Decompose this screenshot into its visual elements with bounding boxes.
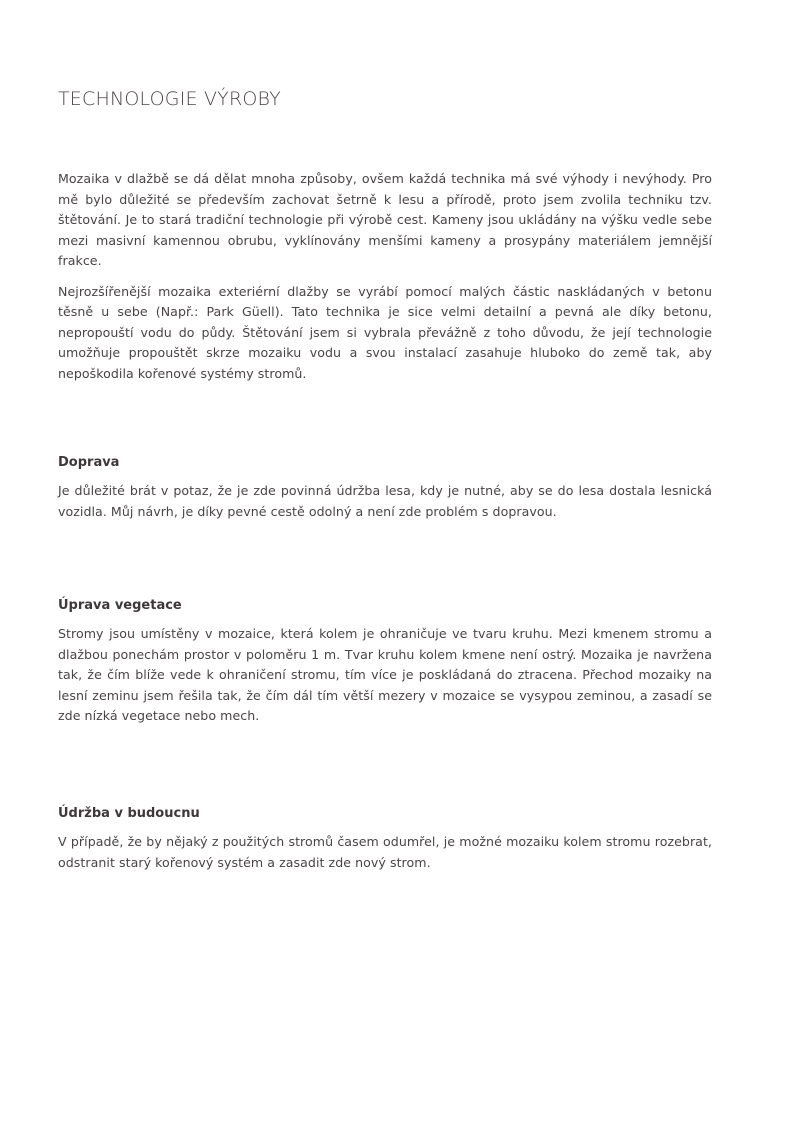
section-uprava-vegetace xyxy=(58,598,712,737)
section-text-uprava-vegetace: Stromy jsou umístěny v mozaice, která kolem je ohraničuje ve tvaru kruhu. Mezi kmenem stromu a dlažbou ponechám prostor v poloměru 1 m. Tvar kruhu kolem kmene není ostrý. Mozaika je navržena tak, že čím blíže vede k ohraničení stromu, tím více je poskládaná do ztracena. Přechod mozaiky na lesní zeminu jsem řešila tak, že čím dál tím větší mezery v mozaice se vysypou zeminou, a zasadí se zde nízká vegetace nebo mech. xyxy=(58,626,712,723)
intro-section xyxy=(58,169,712,394)
section-heading-uprava-vegetace: Úprava vegetace xyxy=(58,598,182,613)
section-text-udrzba: V případě, že by nějaký z použitých stromů časem odumřel, je možné mozaiku kolem stromu rozebrat, odstranit starý kořenový systém a zasadit zde nový strom. xyxy=(58,834,712,870)
intro-paragraph-1: Mozaika v dlažbě se dá dělat mnoha způsoby, ovšem každá technika má své výhody i nevýhody. Pro mě bylo důležité se především zachovat šetrně k lesu a přírodě, proto jsem zvolila techniku tzv. štětování. Je to stará tradiční technologie při výrobě cest. Kameny jsou ukládány na výšku vedle sebe mezi masivní kamennou obrubu, vyklínovány menšími kameny a prosypány materiálem jemnější frakce. xyxy=(58,171,712,268)
section-udrzba xyxy=(58,806,712,883)
intro-paragraph-2: Nejrozšířenější mozaika exteriérní dlažby se vyrábí pomocí malých částic naskládaných v betonu těsně u sebe (Např.: Park Güell). Tato technika je sice velmi detailní a pevná ale díky betonu, nepropouští vodu do půdy. Štětování jsem si vybrala převážně z toho důvodu, že její technologie umožňuje propouštět skrze mozaiku vodu a svou instalací zasahuje hluboko do země tak, aby nepoškodila kořenové systémy stromů. xyxy=(58,283,712,381)
document-page xyxy=(58,0,712,1123)
page-title: TECHNOLOGIE VÝROBY xyxy=(58,88,281,110)
section-doprava xyxy=(58,455,712,532)
section-text-doprava: Je důležité brát v potaz, že je zde povinná údržba lesa, kdy je nutné, aby se do lesa dostala lesnická vozidla. Můj návrh, je díky pevné cestě odolný a není zde problém s dopravou. xyxy=(58,483,712,519)
section-heading-doprava: Doprava xyxy=(58,455,120,470)
section-heading-udrzba: Údržba v budoucnu xyxy=(58,806,200,821)
